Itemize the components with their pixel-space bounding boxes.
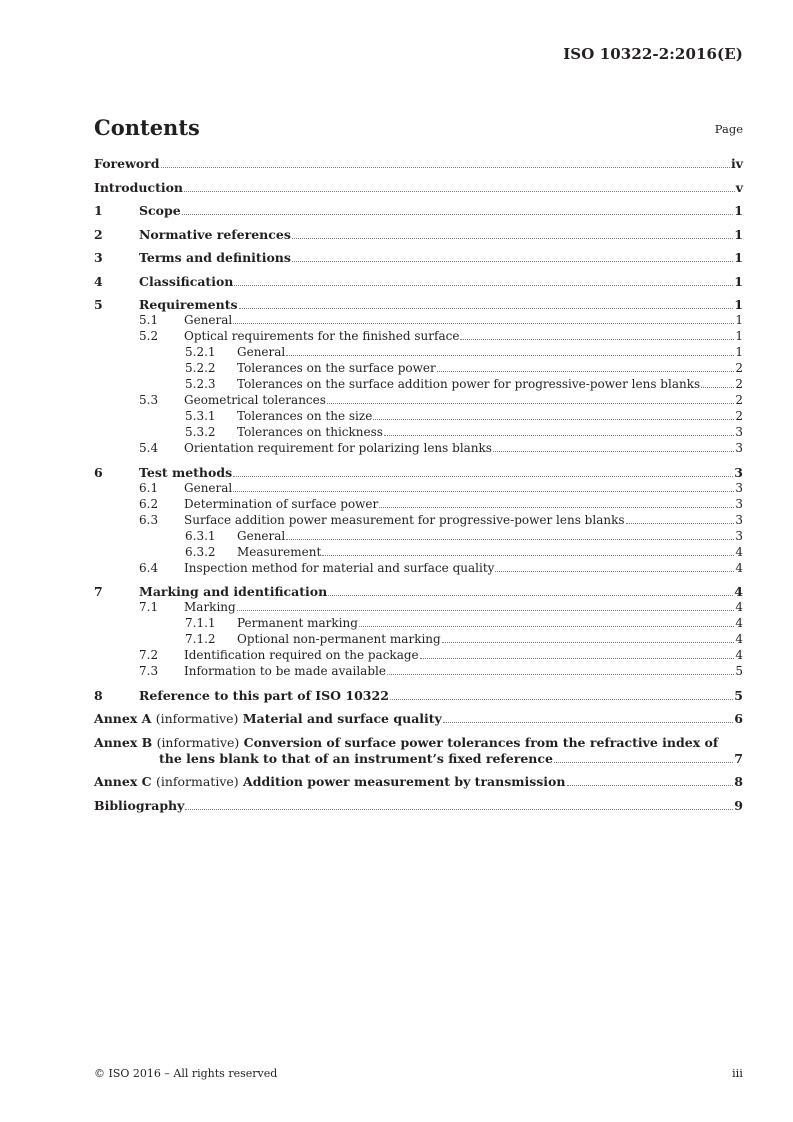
toc-page: 4	[735, 632, 743, 646]
toc-subentry[interactable]	[94, 425, 743, 441]
toc-subentry[interactable]	[94, 313, 743, 329]
toc-number: 5.3.2	[185, 425, 216, 439]
toc-subentry[interactable]	[94, 393, 743, 409]
toc-entry[interactable]	[94, 180, 743, 196]
toc-number: 5.4	[139, 441, 159, 455]
toc-number: 5	[94, 297, 103, 312]
toc-label: Inspection method for material and surface quality	[184, 560, 495, 575]
toc-label: General	[184, 480, 233, 495]
toc-label: Measurement	[237, 544, 322, 559]
toc-number: 6.1	[139, 480, 159, 495]
dot-leader	[373, 419, 734, 420]
dot-leader	[442, 642, 735, 643]
toc-page: 1	[734, 297, 743, 312]
annex-title: Conversion of surface power tolerances from the refractive index of	[243, 734, 719, 750]
toc-page: 3	[735, 480, 743, 495]
toc-entry[interactable]	[94, 465, 743, 481]
dot-leader	[493, 451, 734, 452]
toc-label: Test methods	[139, 464, 233, 480]
dot-leader	[387, 674, 734, 675]
dot-leader	[292, 238, 733, 239]
annex-type: (informative)	[155, 711, 239, 726]
toc-page: 1	[734, 226, 743, 242]
toc-number: 6.3.2	[185, 544, 216, 559]
toc-number: 1	[94, 203, 103, 218]
toc-page: v	[735, 179, 743, 195]
toc-number: 6.3.1	[185, 528, 216, 543]
dot-leader	[182, 214, 734, 215]
toc-page: iv	[730, 156, 743, 171]
toc-label: Classification	[139, 273, 234, 289]
page-column-label: Page	[714, 122, 743, 136]
toc-label: General	[184, 313, 233, 327]
toc-annex-entry[interactable]	[94, 735, 743, 767]
dot-leader	[239, 308, 734, 309]
toc-subentry[interactable]	[94, 481, 743, 497]
toc-label: Foreword	[94, 156, 160, 171]
toc-subentry[interactable]	[94, 664, 743, 680]
dot-leader	[233, 491, 734, 492]
toc-subentry[interactable]	[94, 600, 743, 616]
dot-leader	[567, 785, 734, 786]
toc-number: 3	[94, 250, 103, 265]
toc-label: Requirements	[139, 297, 238, 312]
toc-subentry[interactable]	[94, 497, 743, 513]
toc-entry[interactable]	[94, 297, 743, 313]
toc-page: 8	[734, 774, 743, 789]
toc-number: 5.3	[139, 393, 159, 407]
annex-type: (informative)	[155, 774, 239, 789]
toc-number: 5.2.1	[185, 345, 216, 359]
page-number: iii	[731, 1066, 743, 1080]
toc-label: General	[237, 345, 286, 359]
document-id: ISO 10322-2:2016(E)	[563, 45, 743, 63]
toc-label: Determination of surface power	[184, 496, 379, 511]
toc-number: 5.2.2	[185, 361, 216, 375]
toc-annex-entry[interactable]	[94, 711, 743, 727]
toc-page: 1	[735, 345, 743, 359]
dot-leader	[460, 339, 734, 340]
toc-label: Normative references	[139, 226, 291, 242]
toc-number: 7	[94, 584, 103, 599]
toc-entry[interactable]	[94, 274, 743, 290]
toc-number: 5.2.3	[185, 377, 216, 391]
toc-page: 4	[735, 560, 743, 575]
dot-leader	[233, 476, 733, 477]
toc-label: Scope	[139, 203, 181, 218]
toc-label: Information to be made available	[184, 664, 386, 678]
toc-label: Tolerances on the size	[237, 409, 373, 423]
toc-label: Reference to this part of ISO 10322	[139, 687, 389, 703]
dot-leader	[495, 571, 734, 572]
table-of-contents	[94, 156, 743, 814]
toc-label: General	[237, 528, 286, 543]
annex-title: Material and surface quality	[242, 711, 442, 726]
annex-name: Annex B	[94, 734, 153, 750]
toc-number: 6	[94, 464, 103, 480]
toc-page: 1	[734, 203, 743, 218]
annex-title: Addition power measurement by transmission	[243, 774, 566, 789]
toc-subentry[interactable]	[94, 345, 743, 361]
dot-leader	[554, 762, 733, 763]
toc-number: 2	[94, 226, 103, 242]
toc-page: 5	[734, 687, 743, 703]
toc-number: 6.2	[139, 496, 159, 511]
annex-title-cont: the lens blank to that of an instrument’s fixed reference	[159, 750, 553, 766]
toc-subentry[interactable]	[94, 513, 743, 529]
page-title: Contents	[94, 115, 200, 140]
toc-label: Marking and identification	[139, 584, 328, 599]
dot-leader	[443, 722, 733, 723]
toc-page: 9	[734, 797, 743, 813]
toc-page: 7	[734, 750, 743, 766]
toc-page: 3	[735, 425, 743, 439]
toc-label: Geometrical tolerances	[184, 393, 326, 407]
dot-leader	[390, 699, 733, 700]
toc-subentry[interactable]	[94, 648, 743, 664]
dot-leader	[292, 261, 733, 262]
toc-number: 5.2	[139, 329, 159, 343]
toc-label: Tolerances on thickness	[237, 425, 383, 439]
toc-subentry[interactable]	[94, 616, 743, 632]
toc-page: 4	[735, 616, 743, 630]
toc-subentry[interactable]	[94, 441, 743, 457]
toc-subentry[interactable]	[94, 329, 743, 345]
toc-entry[interactable]	[94, 203, 743, 219]
toc-number: 8	[94, 687, 103, 703]
toc-label: Tolerances on the surface power	[237, 361, 436, 375]
toc-label: Tolerances on the surface addition power for progressive-power lens blanks	[237, 377, 701, 391]
toc-label: Marking	[184, 600, 236, 614]
annex-type: (informative)	[156, 734, 240, 750]
toc-subentry[interactable]	[94, 409, 743, 425]
toc-entry-bibliography[interactable]	[94, 798, 743, 814]
dot-leader	[286, 355, 734, 356]
title-row	[94, 112, 743, 140]
toc-page: 3	[735, 512, 743, 527]
dot-leader	[626, 523, 735, 524]
toc-subentry[interactable]	[94, 361, 743, 377]
toc-page: 1	[734, 273, 743, 289]
toc-subentry[interactable]	[94, 632, 743, 648]
toc-number: 7.2	[139, 648, 159, 662]
toc-label: Introduction	[94, 179, 184, 195]
toc-page: 6	[734, 711, 743, 726]
toc-page: 4	[735, 544, 743, 559]
toc-page: 4	[735, 600, 743, 614]
dot-leader	[286, 539, 734, 540]
toc-subentry[interactable]	[94, 377, 743, 393]
dot-leader	[185, 809, 733, 810]
toc-label: Optional non-permanent marking	[237, 632, 441, 646]
toc-page: 1	[734, 250, 743, 265]
toc-page: 4	[734, 584, 743, 599]
toc-page: 2	[735, 393, 743, 407]
toc-label: Permanent marking	[237, 616, 358, 630]
toc-number: 7.3	[139, 664, 159, 678]
toc-page: 2	[735, 361, 743, 375]
toc-page: 1	[735, 329, 743, 343]
dot-leader	[233, 323, 734, 324]
toc-label: Optical requirements for the finished surface	[184, 329, 460, 343]
toc-annex-entry[interactable]	[94, 774, 743, 790]
toc-page: 3	[735, 496, 743, 511]
annex-name: Annex A	[94, 711, 152, 726]
dot-leader	[327, 403, 734, 404]
toc-entry[interactable]	[94, 688, 743, 704]
annex-name: Annex C	[94, 774, 152, 789]
dot-leader	[328, 595, 733, 596]
toc-label: Identification required on the package	[184, 648, 419, 662]
toc-subentry[interactable]	[94, 529, 743, 545]
toc-page: 4	[735, 648, 743, 662]
toc-entry[interactable]	[94, 250, 743, 266]
toc-entry[interactable]	[94, 584, 743, 600]
toc-label: Bibliography	[94, 797, 185, 813]
toc-entry[interactable]	[94, 227, 743, 243]
toc-number: 7.1	[139, 600, 159, 614]
dot-leader	[437, 371, 735, 372]
dot-leader	[184, 191, 735, 192]
toc-page: 1	[735, 313, 743, 327]
toc-label: Orientation requirement for polarizing lens blanks	[184, 441, 492, 455]
toc-page: 3	[735, 441, 743, 455]
toc-number: 4	[94, 273, 103, 289]
toc-number: 7.1.1	[185, 616, 216, 630]
toc-subentry[interactable]	[94, 545, 743, 561]
dot-leader	[237, 610, 735, 611]
toc-page: 5	[735, 664, 743, 678]
toc-number: 7.1.2	[185, 632, 216, 646]
dot-leader	[234, 285, 733, 286]
dot-leader	[161, 167, 730, 168]
dot-leader	[359, 626, 734, 627]
toc-page: 2	[735, 409, 743, 423]
toc-page: 3	[734, 464, 743, 480]
toc-number: 6.4	[139, 560, 159, 575]
toc-label: Surface addition power measurement for progressive-power lens blanks	[184, 512, 625, 527]
toc-subentry[interactable]	[94, 561, 743, 577]
dot-leader	[701, 387, 734, 388]
toc-number: 5.1	[139, 313, 159, 327]
toc-page: 3	[735, 528, 743, 543]
copyright: © ISO 2016 – All rights reserved	[94, 1067, 278, 1080]
dot-leader	[384, 435, 734, 436]
dot-leader	[379, 507, 734, 508]
dot-leader	[322, 555, 734, 556]
toc-entry[interactable]	[94, 156, 743, 172]
dot-leader	[420, 658, 735, 659]
toc-label: Terms and definitions	[139, 250, 291, 265]
toc-number: 6.3	[139, 512, 159, 527]
toc-number: 5.3.1	[185, 409, 216, 423]
toc-page: 2	[735, 377, 743, 391]
